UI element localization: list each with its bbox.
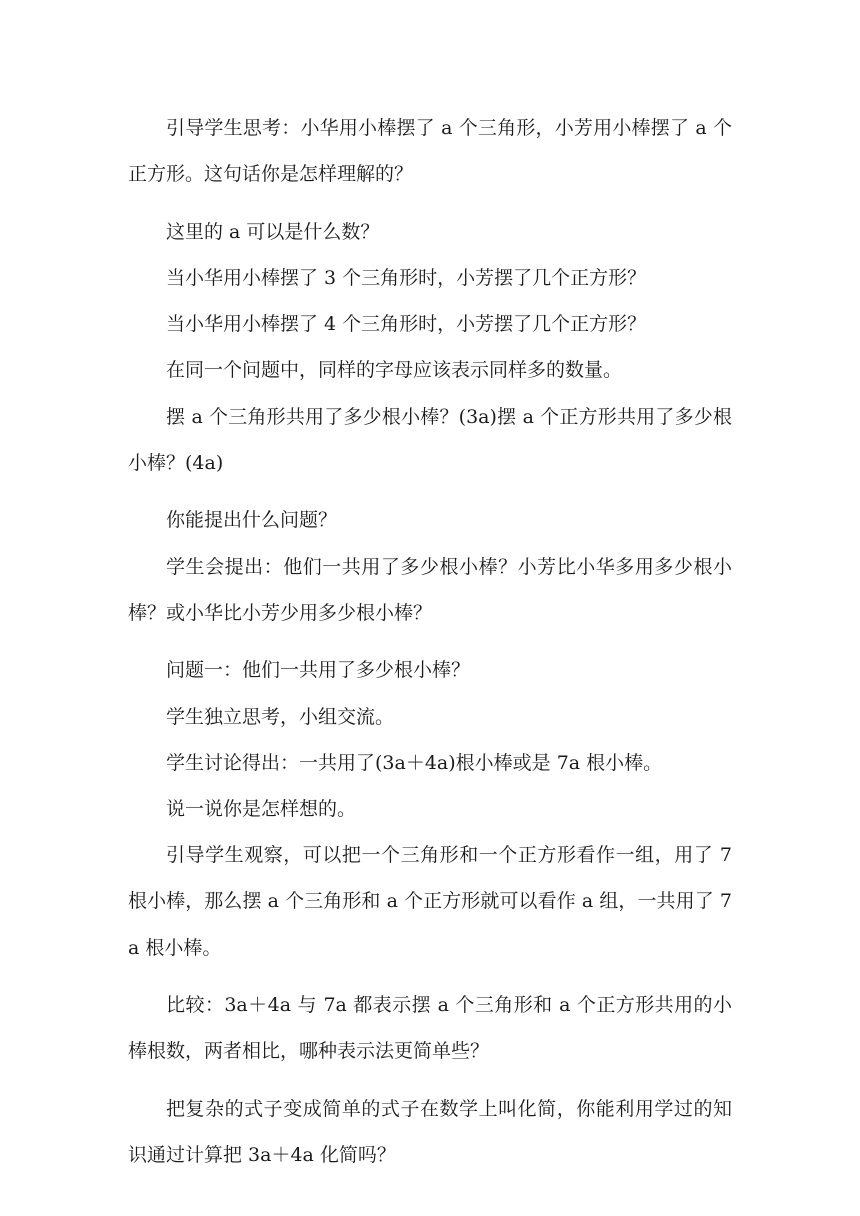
paragraph-observe-group: 引导学生观察，可以把一个三角形和一个正方形看作一组，用了 7 根小棒，那么摆 a 个三角形和 a 个正方形就可以看作 a 组，一共用了 7a 根小棒。 — [128, 844, 732, 959]
paragraph-three-triangles: 当小华用小棒摆了 3 个三角形时，小芳摆了几个正方形？ — [166, 267, 647, 289]
paragraph-explain: 说一说你是怎样想的。 — [166, 798, 357, 821]
paragraph-what-number: 这里的 a 可以是什么数？ — [166, 220, 380, 243]
document-body — [128, 105, 732, 1190]
paragraph-guide-thinking: 引导学生思考：小华用小棒摆了 a 个三角形，小芳用小棒摆了 a 个正方形。这句话你是怎样理解的？ — [128, 117, 732, 186]
paragraph-simplify: 把复杂的式子变成简单的式子在数学上叫化简，你能利用学过的知识通过计算把 3a＋4a 化简吗？ — [128, 1098, 732, 1167]
paragraph-four-triangles: 当小华用小棒摆了 4 个三角形时，小芳摆了几个正方形？ — [166, 313, 647, 336]
paragraph-independent-thinking: 学生独立思考，小组交流。 — [166, 705, 395, 728]
paragraph-student-questions: 学生会提出：他们一共用了多少根小棒？小芳比小华多用多少根小棒？或小华比小芳少用多少根小棒？ — [128, 555, 732, 624]
paragraph-same-letter: 在同一个问题中，同样的字母应该表示同样多的数量。 — [166, 359, 623, 382]
paragraph-how-many-sticks: 摆 a 个三角形共用了多少根小棒？(3a)摆 a 个正方形共用了多少根小棒？(4a) — [128, 405, 732, 474]
paragraph-discussion-result: 学生讨论得出：一共用了(3a＋4a)根小棒或是 7a 根小棒。 — [166, 751, 663, 774]
paragraph-question-one: 问题一：他们一共用了多少根小棒？ — [166, 659, 471, 682]
paragraph-compare: 比较：3a＋4a 与 7a 都表示摆 a 个三角形和 a 个正方形共用的小棒根数，两者相比，哪种表示法更简单些？ — [128, 994, 732, 1063]
paragraph-raise-question: 你能提出什么问题？ — [166, 509, 338, 532]
